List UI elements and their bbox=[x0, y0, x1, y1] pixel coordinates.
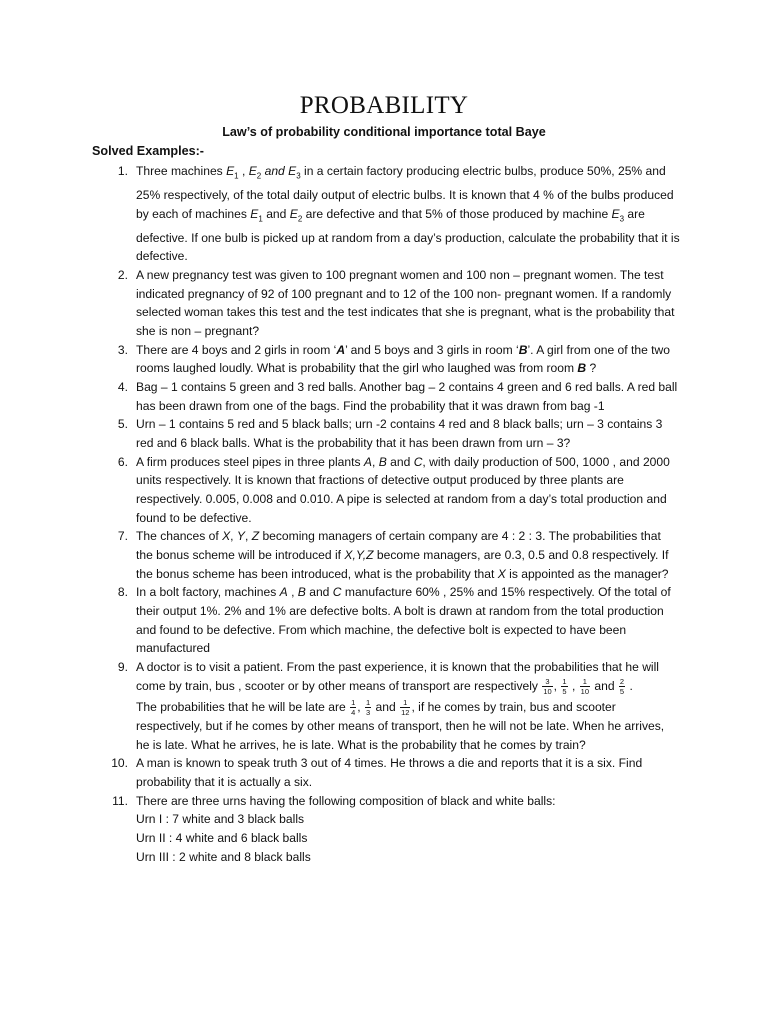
page-title: PROBABILITY bbox=[299, 92, 469, 119]
example-8: 8. In a bolt factory, machines A , B and C manufacture 60% , 25% and 15% respectively. Of the total of their output 1%. 2% and 1% are defective bolts. A bolt is drawn at random from the total production and found to be defective. From which machine, the defective bolt is expected to have been manufactured bbox=[100, 583, 680, 658]
item-number: 6. bbox=[117, 454, 128, 469]
item-text: Urn – 1 contains 5 red and 5 black balls; urn -2 contains 4 red and 8 black balls; urn – 3 contains 3 red and 6 black balls. What is the probability that it has been drawn from urn – 3? bbox=[136, 417, 663, 450]
example-6: 6. A firm produces steel pipes in three plants A, B and C, with daily production of 500, 1000 , and 2000 units respectively. It is known that fractions of detective output produced by three plants are respectively. 0.005, 0.008 and 0.010. A pipe is selected at random from a day’s total production and found to be defective. bbox=[100, 453, 680, 528]
section-heading: Solved Examples:- bbox=[92, 144, 204, 158]
item-number: 1. bbox=[117, 164, 128, 178]
example-5 bbox=[100, 415, 680, 452]
item-text: A man is known to speak truth 3 out of 4 times. He throws a die and reports that it is a six. Find probability that it is actually a six. bbox=[136, 756, 643, 790]
item-text: A new pregnancy test was given to 100 pregnant women and 100 non – pregnant women. The test indicated pregnancy of 92 of 100 pregnant and to 12 of the 100 non- pregnant women. If a randomly selected woman takes this test and the test indicates that she is pregnant, what is the probability that she is non – pregnant? bbox=[136, 268, 675, 339]
urn-line: Urn II : 4 white and 6 black balls bbox=[136, 831, 308, 846]
fraction-scooter: $\frac{1}{10}$ bbox=[580, 676, 590, 696]
item-number: 9. bbox=[117, 659, 128, 674]
example-4 bbox=[100, 378, 680, 415]
example-11 bbox=[100, 792, 680, 867]
item-number: 8. bbox=[117, 585, 128, 600]
fraction-other: $\frac{2}{5}$ bbox=[619, 676, 625, 696]
urn-line: Urn I : 7 white and 3 black balls bbox=[136, 812, 305, 827]
example-9: 9. A doctor is to visit a patient. From the past experience, it is known that the probabilities that he will come by train, bus , scooter or by other means of transport are respectively $\frac{3}{10}$ , $\frac{1}{5}$ , $\frac{1}{10}$ and $\frac{2}{5}$ . The probabilities that he will be late are $\frac{1}{4}$ , $\frac{1}{3}$ and $\frac{1}{12}$ , if he comes by train, bus and scooter respectively, but if he comes by other means of transport, then he will not be late. When he arrives, he is late. What he arrives, he is late. What is the probability that he comes by train? bbox=[100, 658, 680, 755]
page-subtitle: Law’s of probability conditional importance total Baye bbox=[222, 125, 546, 139]
example-3: 3. There are 4 boys and 2 girls in room ‘A’ and 5 boys and 3 girls in room ‘B’. A girl from one of the two rooms laughed loudly. What is probability that the girl who laughed was from room B ? bbox=[100, 341, 680, 378]
urn-line: Urn III : 2 white and 8 black balls bbox=[136, 849, 311, 864]
example-10 bbox=[100, 754, 680, 791]
item-number: 7. bbox=[117, 529, 128, 544]
item-number: 10. bbox=[111, 756, 128, 771]
fraction-late-scooter: $\frac{1}{12}$ bbox=[401, 698, 410, 718]
item-number: 4. bbox=[117, 380, 128, 395]
example-1: 1. Three machines $E_1$ , $E_2$ and $E_3$ in a certain factory producing electric bulbs, produce 50%, 25% and 25% respectively, of the total daily output of electric bulbs. It is known that 4 % of the bulbs produced by each of machines $E_1$ and $E_2$ are defective and that 5% of those produced by machine $E_3$ are defective. If one bulb is picked up at random from a day’s production, calculate the probability that it is defective. bbox=[100, 162, 680, 266]
fraction-late-bus: $\frac{1}{3}$ bbox=[366, 698, 371, 718]
item-number: 5. bbox=[117, 417, 128, 432]
solved-examples-list bbox=[100, 162, 680, 866]
fraction-train: $\frac{3}{10}$ bbox=[543, 676, 552, 696]
item-number: 2. bbox=[117, 268, 128, 283]
item-text: There are three urns having the following composition of black and white balls: bbox=[136, 793, 556, 808]
item-text: Bag – 1 contains 5 green and 3 red balls. Another bag – 2 contains 4 green and 6 red balls. A red ball has been drawn from one of the bags. Find the probability that it was drawn from bag -1 bbox=[136, 380, 678, 413]
example-7: 7. The chances of X, Y, Z becoming managers of certain company are 4 : 2 : 3. The probabilities that the bonus scheme will be introduced if X,Y,Z become managers, are 0.3, 0.5 and 0.8 respectively. If the bonus scheme has been introduced, what is the probability that X is appointed as the manager? bbox=[100, 527, 680, 583]
example-2 bbox=[100, 266, 680, 341]
fraction-bus: $\frac{1}{5}$ bbox=[562, 676, 567, 696]
item-number: 3. bbox=[117, 342, 128, 357]
fraction-late-train: $\frac{1}{4}$ bbox=[351, 698, 356, 718]
item-number: 11. bbox=[112, 793, 128, 808]
